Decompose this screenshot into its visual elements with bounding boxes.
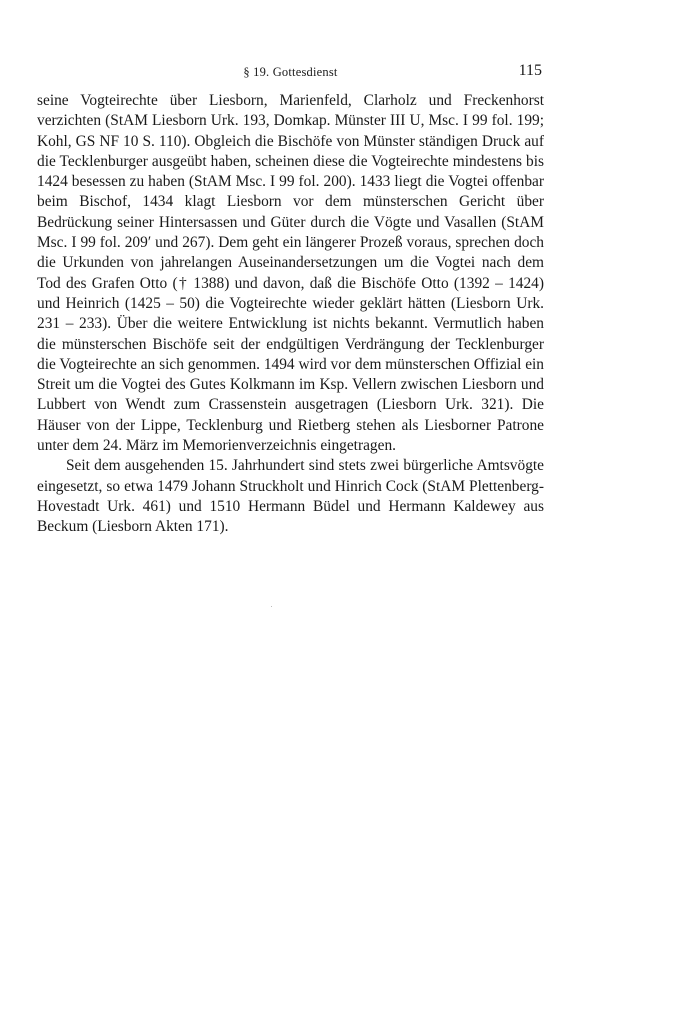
running-header: [37, 62, 544, 82]
section-title: § 19. Gottesdienst: [243, 65, 338, 79]
paragraph: seine Vogteirechte über Liesborn, Marienfeld, Clarholz und Freckenhorst verzichten (StAM Liesborn Urk. 193, Domkap. Münster III U, Msc. I 99 fol. 199; Kohl, GS NF 10 S. 110). Obgleich die Bischöfe von Münster ständigen Druck auf die Tecklenburger ausgeübt haben, scheinen diese die Vogteirechte mindestens bis 1424 besessen zu haben (StAM Msc. I 99 fol. 200). 1433 liegt die Vogtei offenbar beim Bischof, 1434 klagt Liesborn vor dem münsterschen Gericht über Bedrückung seiner Hintersassen und Güter durch die Vögte und Vasallen (StAM Msc. I 99 fol. 209′ und 267). Dem geht ein längerer Prozeß voraus, sprechen doch die Urkunden von jahrelangen Auseinandersetzungen um die Vogtei nach dem Tod des Grafen Otto († 1388) und davon, daß die Bischöfe Otto (1392 – 1424) und Heinrich (1425 – 50) die Vogteirechte wieder geklärt hätten (Liesborn Urk. 231 – 233). Über die weitere Entwicklung ist nichts bekannt. Vermutlich haben die münsterschen Bischöfe seit der endgültigen Verdrängung der Tecklenburger die Vogteirechte an sich genommen. 1494 wird vor dem münsterschen Offizial ein Streit um die Vogtei des Gutes Kolkmann im Ksp. Vellern zwischen Liesborn und Lubbert von Wendt zum Crassenstein ausgetragen (Liesborn Urk. 321). Die Häuser von der Lippe, Tecklenburg und Rietberg stehen als Liesborner Patrone unter dem 24. März im Memorienverzeichnis eingetragen.: [37, 92, 544, 455]
paragraph: Seit dem ausgehenden 15. Jahrhundert sind stets zwei bürgerliche Amtsvögte eingesetzt, so etwa 1479 Johann Struckholt und Hinrich Cock (StAM Plettenberg-Hovestadt Urk. 461) und 1510 Hermann Büdel und Hermann Kaldewey aus Beckum (Liesborn Akten 171).: [37, 457, 544, 536]
book-page: [37, 0, 544, 1033]
page-number: 115: [518, 62, 542, 79]
body-text: [37, 91, 544, 538]
scan-speck: [271, 606, 272, 607]
